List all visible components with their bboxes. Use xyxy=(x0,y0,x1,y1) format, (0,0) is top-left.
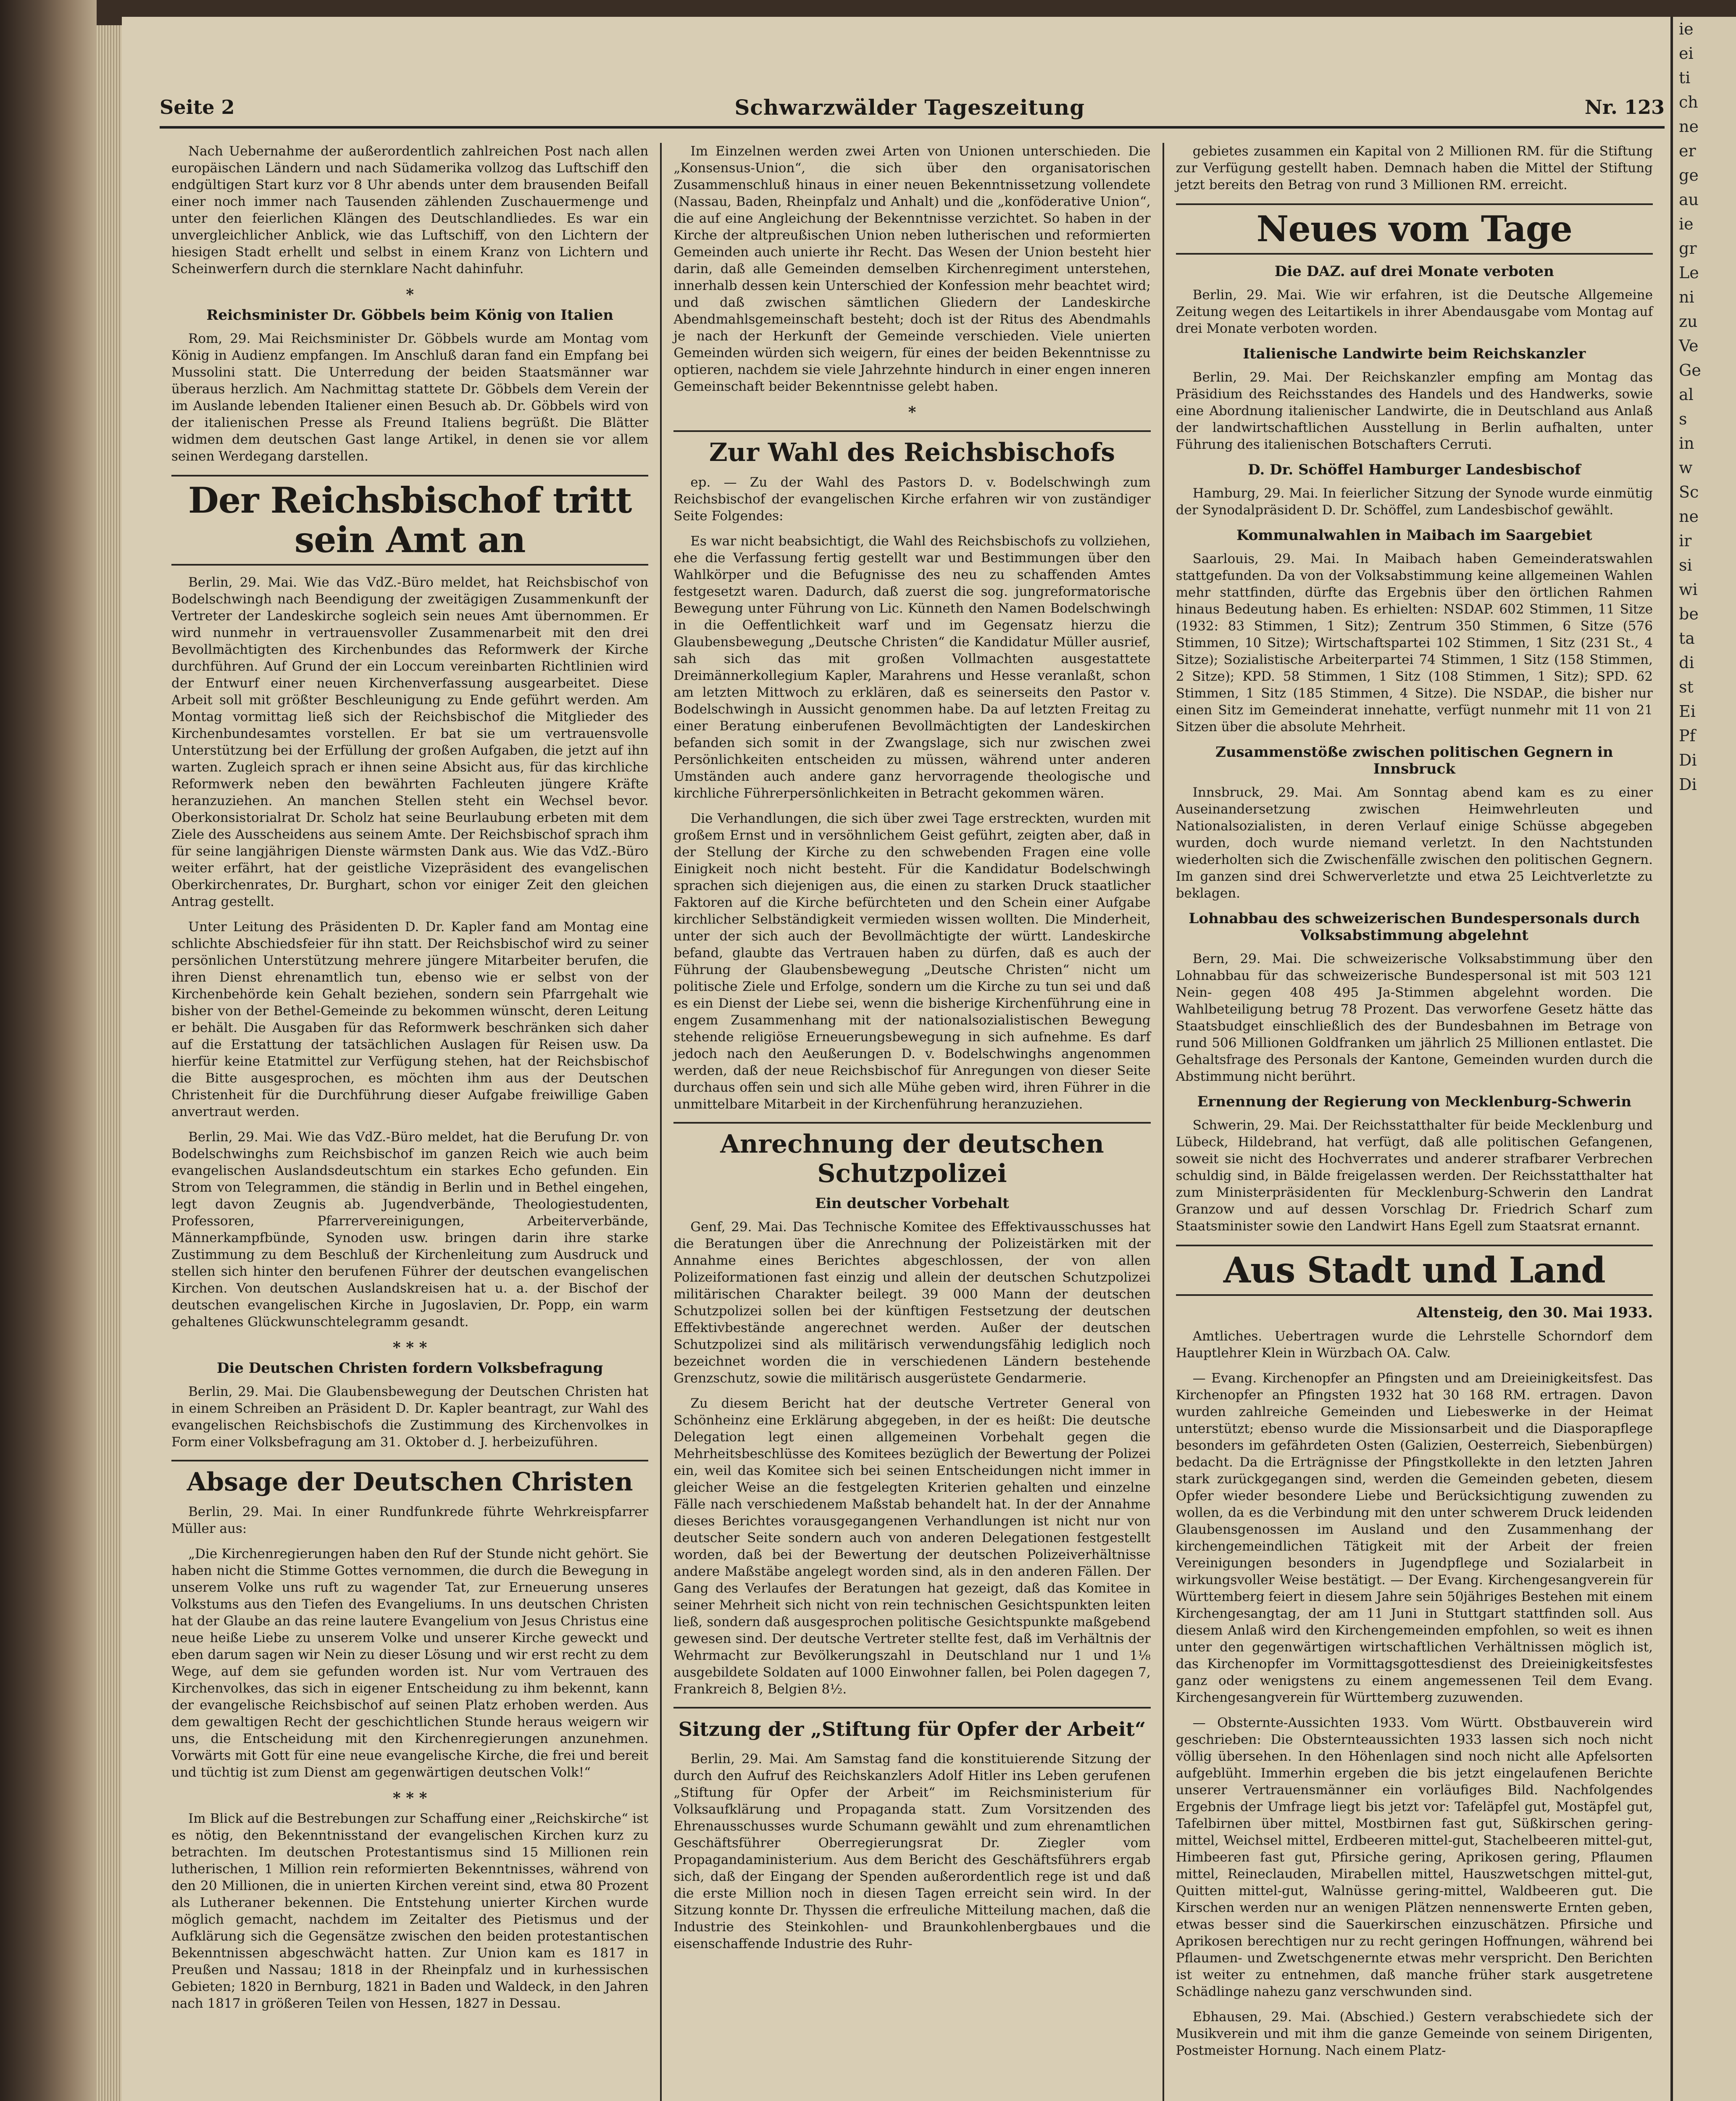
article-headline: Die Deutschen Christen fordern Volksbefragung xyxy=(216,1360,603,1377)
column-1 xyxy=(160,143,660,2101)
article-text: Bern, 29. Mai. Die schweizerische Volksabstimmung über den Lohnabbau für das schweizerische Bundespersonal ist mit 503 121 Nein- gegen 408 495 Ja-Stimmen abgelehnt worden. Die Wahlbeteiligung betrug 78 Prozent. Das verworfene Gesetz hätte das Staatsbudget einschließlich des der Bundesbahnen im Betrage von rund 506 Millionen Goldfranken um jährlich 25 Millionen entlastet. Die Gehaltsfrage des Personals der Kantone, Gemeinden wurden durch die Abstimmung nicht berührt. xyxy=(1176,951,1653,1084)
fragment-text: Ge xyxy=(1679,361,1701,379)
article-headline: Zur Wahl des Reichsbischofs xyxy=(673,430,1150,467)
fragment-text: al xyxy=(1679,385,1694,404)
fragment-text: ei xyxy=(1679,44,1694,63)
fragment-text: er xyxy=(1679,142,1696,160)
fragment-text: di xyxy=(1679,653,1694,672)
fragment-text: ni xyxy=(1679,288,1694,306)
section-headline: Neues vom Tage xyxy=(1176,203,1653,255)
page-stack-edge xyxy=(97,25,122,2101)
article-text: Schwerin, 29. Mai. Der Reichsstatthalter für beide Mecklenburg und Lübeck, Hildebrand, hat verfügt, daß alle politischen Gefangenen, soweit sie nicht des Hochverrates und anderer strafbarer Verbrechen schuldig sind, in Bälde freigelassen werden. Der Reichsstatthalter hat zum Ministerpräsidenten für Mecklenburg-Schwerin den Landrat Granzow und auf dessen Vorschlag Dr. Friedrich Scharf zum Staatsminister sowie den Landwirt Hans Egell zum Staatsrat ernannt. xyxy=(1176,1118,1653,1234)
separator-star: * xyxy=(908,403,916,421)
article-text: Zu diesem Bericht hat der deutsche Vertreter General von Schönheinz eine Erklärung abgegeben, in der es heißt: Die deutsche Delegation legt einen allgemeinen Vorbehalt gegen die Mehrheitsbeschlüsse des Komitees bezüglich der Bewertung der Polizei ein, weil das Komitee sich bei seinen Entscheidungen nicht immer in gleicher Weise an die festgelegten Kriterien gehalten und einzelne Fälle nach verschiedenem Maßstab behandelt hat. In der der Annahme dieses Berichtes vorausgegangenen Verhandlungen ist nicht nur von deutscher Seite sondern auch von anderen Delegationen festgestellt worden, daß bei der Bewertung der deutschen Polizeiverhältnisse andere Maßstäbe angelegt worden sind, als in den anderen Fällen. Der Gang des Verlaufes der Beratungen hat gezeigt, daß das Komitee in seiner Mehrheit sich nicht von rein technischen Gesichtspunkten leiten ließ, sondern daß ausgesprochen politische Gesichtspunkte maßgebend gewesen sind. Der deutsche Vertreter stellte fest, daß im Verhältnis der Wehrmacht zur Bevölkerungszahl in Deutschland nur 1 und 1⅛ ausgebildete Soldaten auf 1000 Einwohner fallen, bei Polen dagegen 7, Frankreich 8, Belgien 8½. xyxy=(673,1396,1151,1697)
article-text: ep. — Zu der Wahl des Pastors D. v. Bodelschwingh zum Reichsbischof der evangelischen Kirche erfahren wir von zuständiger Seite Folgendes: xyxy=(673,475,1151,524)
column-2 xyxy=(660,143,1162,2101)
article-text: Rom, 29. Mai Reichsminister Dr. Göbbels wurde am Montag vom König in Audienz empfangen. Im Anschluß daran fand ein Empfang bei Mussolini statt. Die Unterredung der beiden Staatsmänner war überaus herzlich. Am Nachmittag stattete Dr. Göbbels dem Verein der im Auslande lebenden Italiener einen Besuch ab. Dr. Göbbels wird von der italienischen Presse als Freund Italiens begrüßt. Die Blätter widmen dem deutschen Gast lange Artikel, in denen sie vor allem seinen Werdegang darstellen. xyxy=(171,331,649,464)
fragment-text: ne xyxy=(1679,507,1699,526)
article-text: Berlin, 29. Mai. Wie das VdZ.-Büro meldet, hat Reichsbischof von Bodelschwingh nach Beendigung der zweitägigen Zusammenkunft der Vertreter der Landeskirche sogleich sein neues Amt übernommen. Er wird nunmehr in vertrauensvoller Zusammenarbeit mit den drei Bevollmächtigten des Kirchenbundes das Reformwerk der Kirche durchführen. Auf Grund der ein Loccum vereinbarten Richtlinien wird der Entwurf einer neuen Kirchenverfassung ausgearbeitet. Diese Arbeit soll mit größter Beschleunigung zu Ende geführt werden. Am Montag vormittag ließ sich der Reichsbischof die Mitglieder des Kirchenbundesamtes vorstellen. Er bat sie um vertrauensvolle Unterstützung bei der Erfüllung der großen Aufgaben, die jetzt auf ihn warten. Zugleich sprach er ihnen seine Absicht aus, für das kirchliche Reformwerk neben den bewährten Fachleuten jüngere Kräfte heranzuziehen. An manchen Stellen steht ein Wechsel bevor. Oberkonsistorialrat Dr. Scholz hat seine Beurlaubung erbeten mit dem Ziele des Ausscheidens aus seinem Amte. Der Reichsbischof sprach ihm für seine langjährigen Dienste wärmsten Dank aus. Wie das VdZ.-Büro weiter erfährt, hat der geistliche Vizepräsident des evangelischen Oberkirchenrates, Dr. Burghart, schon vor einiger Zeit den gleichen Antrag gestellt. xyxy=(171,575,649,909)
article-text: Berlin, 29. Mai. In einer Rundfunkrede führte Wehrkreispfarrer Müller aus: xyxy=(171,1504,649,1536)
page-header xyxy=(160,88,1665,129)
fragment-text: ge xyxy=(1679,166,1699,184)
fragment-text: ch xyxy=(1679,93,1698,111)
fragment-text: ta xyxy=(1679,629,1695,648)
fragment-text: in xyxy=(1679,434,1694,453)
fragment-text: st xyxy=(1679,678,1694,696)
fragment-text: ie xyxy=(1679,215,1694,233)
article-text: Berlin, 29. Mai. Wie das VdZ.-Büro meldet, hat die Berufung Dr. von Bodelschwinghs zum Reichsbischof im ganzen Reich wie auch beim evangelischen Auslandsdeutschtum ein starkes Echo gefunden. Ein Strom von Telegrammen, die ständig in Berlin und in Bethel eingehen, legt davon Zeugnis ab. Jugendverbände, Theologiestudenten, Professoren, Pfarrervereinigungen, Arbeiterverbände, Männerkampfbünde, Synoden usw. bringen darin ihre starke Zustimmung zu dem Beschluß der Kirchenleitung zum Ausdruck und stellen sich hinter den berufenen Führer der deutschen evangelischen Kirchen. Von deutschen Auslandskreisen hat u. a. der Bischof der deutschen evangelischen Kirche in Jugoslavien, Dr. Popp, ein warm gehaltenes Glückwunschtelegramm gesandt. xyxy=(171,1129,649,1330)
page-number: Seite 2 xyxy=(160,96,235,118)
article-text: „Die Kirchenregierungen haben den Ruf der Stunde nicht gehört. Sie haben nicht die Stimme Gottes vernommen, die durch die Bewegung in unserem Volke uns ruft zu wagender Tat, zur Erneuerung unseres Volkstums aus den Tiefen des Evangeliums. In uns deutschen Christen hat der Glaube an das reine lautere Evangelium von Jesus Christus eine neue heiße Liebe zu unserem Volke und unserer Kirche geweckt und eben darum sagen wir Nein zu dieser Lösung und wir erst recht zu dem Wege, auf dem sie gefunden worden ist. Nur vom Vertrauen des Kirchenvolkes, das sich in eigener Entscheidung zu ihm bekennt, kann der evangelische Reichsbischof auf seinen Platz erhoben werden. Aus dem gewaltigen Recht der geschichtlichen Stunde heraus weigern wir uns, die Entscheidung mit den Kirchenregierungen anzunehmen. Vorwärts mit Gott für eine neue evangelische Kirche, die frei und bereit und tüchtig ist zum Dienst am gegenwärtigen deutschen Volk!“ xyxy=(171,1546,649,1780)
section-headline: Aus Stadt und Land xyxy=(1176,1245,1653,1296)
article-text: Hamburg, 29. Mai. In feierlicher Sitzung der Synode wurde einmütig der Synodalpräsident D. Dr. Schöffel, zum Landesbischof gewählt. xyxy=(1176,486,1653,518)
article-text: Berlin, 29. Mai. Die Glaubensbewegung der Deutschen Christen hat in einem Schreiben an Präsident D. Dr. Kapler beantragt, zur Wahl des evangelischen Reichsbischofs die Zustimmung des Kirchenvolkes in Form einer Volksbefragung am 31. Oktober d. J. herbeizuführen. xyxy=(171,1384,649,1450)
newspaper-page xyxy=(122,17,1736,2101)
article-text: Unter Leitung des Präsidenten D. Dr. Kapler fand am Montag eine schlichte Abschiedsfeier für ihn statt. Der Reichsbischof wird zu seiner persönlichen Unterstützung mehrere jüngere Mitarbeiter berufen, die ihren Dienst ehrenamtlich tun, ebenso wie er selbst von der Kirchenbehörde kein Gehalt beziehen, sondern sein Pfarrgehalt wie bisher von der Bethel-Gemeinde zu bekommen wünscht, deren Leitung er behält. Die Ausgaben für das Reformwerk beschränken sich daher auf die Erstattung der tatsächlichen Auslagen für Reisen usw. Da hierfür keine Etatmittel zur Verfügung stehen, hat der Reichsbischof die Bitte ausgesprochen, es möchten ihm aus der Deutschen Christenheit für die Durchführung dieser Aufgabe freiwillige Gaben anvertraut werden. xyxy=(171,919,649,1119)
fragment-text: au xyxy=(1679,190,1699,209)
column-3 xyxy=(1163,143,1665,2101)
fragment-text: Di xyxy=(1679,751,1697,769)
fragment-text: Pf xyxy=(1679,727,1696,745)
article-headline: Ernennung der Regierung von Mecklenburg-Schwerin xyxy=(1197,1093,1632,1110)
article-headline: D. Dr. Schöffel Hamburger Landesbischof xyxy=(1248,461,1581,478)
article-text: Die Verhandlungen, die sich über zwei Tage erstreckten, wurden mit großem Ernst und in versöhnlichem Geist geführt, zeigten aber, daß in der Stellung der Kirche zu den schwebenden Fragen eine volle Einigkeit noch nicht besteht. Für die Kandidatur Bodelschwingh sprachen sich diejenigen aus, die einen zu starken Druck staatlicher Faktoren auf die Kirche befürchteten und den Schein einer Aufgabe kirchlicher Selbständigkeit vermieden wissen wollten. Die Minderheit, unter der sich auch der Bevollmächtigte der württ. Landeskirche befand, glaubte das Vertrauen haben zu dürfen, daß es auch der Führung der Glaubensbewegung „Deutsche Christen“ nicht um politische Ziele und Erfolge, sondern um die Kirche zu tun sei und daß es ein Dienst der Liebe sei, wenn die bisherige Kirchenführung eine in engem Zusammenhang mit der nationalsozialistischen Bewegung stehende religiöse Erneuerungsbewegung in sich aufnehme. Es darf jedoch nach den Aeußerungen D. v. Bodelschwinghs angenommen werden, daß der neue Reichsbischof für Anregungen von dieser Seite durchaus offen sein und sich alle Mühe geben wird, ihren Führer in die unmittelbare Mitarbeit in der Kirchenführung heranzuziehen. xyxy=(673,811,1151,1112)
article-headline: Die DAZ. auf drei Monate verboten xyxy=(1274,263,1554,280)
fragment-text: gr xyxy=(1679,239,1697,258)
fragment-text: ie xyxy=(1679,20,1694,38)
separator-stars: * * * xyxy=(392,1789,427,1807)
fragment-text: be xyxy=(1679,605,1699,623)
article-headline: Sitzung der „Stiftung für Opfer der Arbeit“ xyxy=(673,1707,1150,1744)
article-text: Berlin, 29. Mai. Am Samstag fand die konstituierende Sitzung der durch den Aufruf des Reichskanzlers Adolf Hitler ins Leben gerufenen „Stiftung für Opfer der Arbeit“ im Reichsministerium für Volksaufklärung und Propaganda statt. Zum Vorsitzenden des Ehrenausschusses wurde Schumann gewählt und zum ehrenamtlichen Geschäftsführer Oberregierungsrat Dr. Ziegler vom Propagandaministerium. Aus dem Bericht des Geschäftsführers ergab sich, daß der Eingang der Spenden außerordentlich rege ist und daß die erste Million noch in diesen Tagen erreicht sein wird. In der Sitzung konnte Dr. Thyssen die erfreuliche Mitteilung machen, daß die Industrie des Steinkohlen- und Braunkohlenbergbaues und die eisenschaffende Industrie des Ruhr- xyxy=(673,1751,1151,1951)
fragment-text: Sc xyxy=(1679,483,1699,501)
article-text: Berlin, 29. Mai. Wie wir erfahren, ist die Deutsche Allgemeine Zeitung wegen des Leitartikels in ihrer Abendausgabe vom Montag auf drei Monate verboten worden. xyxy=(1176,287,1653,336)
newspaper-title: Schwarzwälder Tageszeitung xyxy=(734,95,1085,120)
article-columns xyxy=(160,143,1665,2101)
fragment-text: w xyxy=(1679,458,1693,477)
article-headline: Italienische Landwirte beim Reichskanzler xyxy=(1243,345,1586,362)
article-text: Im Blick auf die Bestrebungen zur Schaffung einer „Reichskirche“ ist es nötig, den Bekenntnisstand der evangelischen Kirchen kurz zu betrachten. Im deutschen Protestantismus sind 15 Millionen rein lutherischen, 1 Million rein reformierten Bekenntnisses, während von den 20 Millionen, die in unierten Kirchen vereint sind, etwa 80 Prozent als Lutheraner bekennen. Die Entstehung unierter Kirchen wurde möglich gemacht, nachdem im Zeitalter des Pietismus und der Aufklärung sich die Gegensätze zwischen den beiden protestantischen Bekenntnissen abgeschwächt hatten. Zur Union kam es 1817 in Preußen und Nassau; 1818 in der Rheinpfalz und in kurhessischen Gebieten; 1820 in Bernburg, 1821 in Baden und Waldeck, in den Jahren nach 1817 in größeren Teilen von Hessen, 1827 in Dessau. xyxy=(171,1811,649,2011)
fragment-text: zu xyxy=(1679,312,1698,331)
article-text: gebietes zusammen ein Kapital von 2 Millionen RM. für die Stiftung zur Verfügung gestellt haben. Demnach haben die Mittel der Stiftung jetzt bereits den Betrag von rund 3 Millionen RM. erreicht. xyxy=(1176,144,1653,192)
issue-number: Nr. 123 xyxy=(1584,96,1665,118)
article-text: Innsbruck, 29. Mai. Am Sonntag abend kam es zu einer Auseinandersetzung zwischen Heimwehrleuten und Nationalsozialisten, in deren Verlauf einige Schüsse abgegeben wurden, doch wurde niemand verletzt. In den Nachtstunden wiederholten sich die Zwischenfälle zwischen den politischen Gegnern. Im ganzen sind drei Schwerverletzte und etwa 25 Leichtverletzte zu beklagen. xyxy=(1176,785,1653,901)
article-headline: Zusammenstöße zwischen politischen Gegnern in Innsbruck xyxy=(1215,744,1613,777)
article-headline: Lohnabbau des schweizerischen Bundespersonals durch Volksabstimmung abgelehnt xyxy=(1189,910,1640,944)
article-text: — Obsternte-Aussichten 1933. Vom Württ. Obstbauverein wird geschrieben: Die Obsternteaussichten 1933 lassen sich noch nicht völlig übersehen. In den Höhenlagen sind noch nicht alle Apfelsorten aufgeblüht. Immerhin ergeben die bis jetzt eingelaufenen Berichte unserer Vertrauensmänner ein vorläufiges Bild. Nachfolgendes Ergebnis der Umfrage liegt bis jetzt vor: Tafeläpfel gut, Mostäpfel gut, Tafelbirnen über mittel, Mostbirnen fast gut, Süßkirschen gering-mittel, Weichsel mittel, Erdbeeren mittel-gut, Stachelbeeren mittel-gut, Himbeeren fast gut, Pfirsiche gering, Aprikosen gering, Pflaumen mittel, Reineclauden, Mirabellen mittel, Hauszwetschgen mittel-gut, Quitten mittel-gut, Walnüsse gering-mittel, Waldbeeren gut. Die Kirschen werden nur an wenigen Plätzen nennenswerte Ernten geben, etwas besser sind die Sauerkirschen einzuschätzen. Pfirsiche und Aprikosen berechtigen nur zu recht geringen Hoffnungen, während bei Pflaumen- und Zwetschgenernte etwas mehr verspricht. Den Berichten ist weiter zu entnehmen, daß manche früher stark ausgetretene Schädlinge nahezu ganz verschwunden sind. xyxy=(1176,1715,1653,1999)
fragment-text: s xyxy=(1679,410,1687,428)
article-text: Ebhausen, 29. Mai. (Abschied.) Gestern verabschiedete sich der Musikverein und mit ihm die ganze Gemeinde von seinem Dirigenten, Postmeister Hornung. Nach einem Platz- xyxy=(1176,2009,1653,2058)
book-binding xyxy=(0,0,97,2101)
adjacent-page-fragment xyxy=(1670,17,1736,2101)
article-text: Amtliches. Uebertragen wurde die Lehrstelle Schorndorf dem Hauptlehrer Klein in Würzbach OA. Calw. xyxy=(1176,1329,1653,1361)
separator-star: * xyxy=(406,286,414,303)
dateline: Altensteig, den 30. Mai 1933. xyxy=(1416,1304,1653,1321)
fragment-text: Di xyxy=(1679,775,1697,794)
article-subheadline: Ein deutscher Vorbehalt xyxy=(815,1195,1009,1212)
fragment-text: Ei xyxy=(1679,702,1696,721)
separator-stars: * * * xyxy=(392,1339,427,1356)
article-headline: Kommunalwahlen in Maibach im Saargebiet xyxy=(1236,527,1592,544)
article-text: Nach Uebernahme der außerordentlich zahlreichen Post nach allen europäischen Ländern und nach Südamerika vollzog das Luftschiff den endgültigen Start kurz vor 8 Uhr abends unter dem brausenden Beifall einer noch immer nach Tausenden zählenden Zuschauermenge und unter den feierlichen Klängen des Deutschlandliedes. Es war ein unvergleichlicher Anblick, wie das Luftschiff, von den Lichtern der hiesigen Stadt erhellt und selbst in einem Kranz von Lichtern und Scheinwerfern durch die sternklare Nacht dahinfuhr. xyxy=(171,144,649,276)
fragment-text: ti xyxy=(1679,68,1691,87)
fragment-text: Ve xyxy=(1679,337,1699,355)
article-headline: Anrechnung der deutschen Schutzpolizei xyxy=(673,1122,1150,1188)
fragment-text: ne xyxy=(1679,117,1699,136)
article-text: Im Einzelnen werden zwei Arten von Unionen unterschieden. Die „Konsensus-Union“, die sich über den organisatorischen Zusammenschluß hinaus in einer neuen Bekenntnissetzung vollendete (Nassau, Baden, Rheinpfalz und Anhalt) und die „konföderative Union“, die auf eine Angleichung der Bekenntnisse verzichtet. So haben in der Kirche der altpreußischen Union neben lutherischen und reformierten Gemeinden auch unierte ihr Recht. Das Wesen der Union besteht hier darin, daß alle Gemeinden demselben Kirchenregiment unterstehen, innerhalb dessen kein Unterschied der Konfession mehr beachtet wird; und daß zwischen sämtlichen Gliedern der Landeskirche Abendmahlsgemeinschaft besteht; doch ist der Ritus des Abendmahls je nach der Herkunft der Gemeinde verschieden. Viele unierten Gemeinden würden sich weigern, für eines der beiden Bekenntnisse zu optieren, nachdem sie viele Jahrzehnte hindurch in einer engen inneren Gemeinschaft beider Bekenntnisse gelebt haben. xyxy=(673,144,1151,394)
article-headline: Reichsminister Dr. Göbbels beim König von Italien xyxy=(206,307,613,324)
article-text: Genf, 29. Mai. Das Technische Komitee des Effektivausschusses hat die Beratungen über die Anrechnung der Polizeistärken mit der Annahme eines Berichtes abgeschlossen, der von allen Polizeiformationen fast einzig und allein der deutschen Schutzpolizei militärischen Charakter beilegt. 39 000 Mann der deutschen Schutzpolizei sollen bei der künftigen Festsetzung der deutschen Effektivbestände angerechnet werden. Außer der deutschen Schutzpolizei sind als militärisch verwendungsfähig lediglich noch bezeichnet worden die in verschiedenen Ländern bestehende Grenzschutz, sowie die militärisch ausgerüstete Gendarmerie. xyxy=(673,1219,1151,1386)
fragment-text: si xyxy=(1679,556,1692,574)
fragment-text: wi xyxy=(1679,580,1698,599)
fragment-text: ir xyxy=(1679,532,1692,550)
article-headline: Absage der Deutschen Christen xyxy=(171,1460,648,1497)
fragment-text: Le xyxy=(1679,263,1699,282)
article-headline: Der Reichsbischof tritt sein Amt an xyxy=(171,475,648,566)
article-text: Saarlouis, 29. Mai. In Maibach haben Gemeinderatswahlen stattgefunden. Da von der Volksabstimmung keine allgemeinen Wahlen mehr stattfinden, dürfte das Ergebnis über den örtlichen Rahmen hinaus Bedeutung haben. Es erhielten: NSDAP. 602 Stimmen, 11 Sitze (1932: 83 Stimmen, 1 Sitz); Zentrum 350 Stimmen, 6 Sitze (576 Stimmen, 10 Sitze); Wirtschaftspartei 102 Stimmen, 1 Sitz (231 St., 4 Sitze); Sozialistische Arbeiterpartei 74 Stimmen, 1 Sitz (158 Stimmen, 2 Sitze); KPD. 58 Stimmen, 1 Sitz (108 Stimmen, 1 Sitz); SPD. 62 Stimmen, 1 Sitz (185 Stimmen, 4 Sitze). Die NSDAP., die bisher nur einen Sitz im Gemeinderat innehatte, verfügt nunmehr mit 11 von 21 Sitzen über die absolute Mehrheit. xyxy=(1176,551,1653,735)
article-text: — Evang. Kirchenopfer an Pfingsten und am Dreieinigkeitsfest. Das Kirchenopfer an Pfingsten 1932 hat 30 168 RM. ertragen. Davon wurden zahlreiche Gemeinden und Liebeswerke in der Heimat unterstützt; ebenso wurde die Missionsarbeit und die Diasporapflege besonders im gefährdeten Osten (Galizien, Oesterreich, Siebenbürgen) bedacht. Da die Erträgnisse der Pfingstkollekte in den letzten Jahren stark zurückgegangen sind, werden die Gemeinden gebeten, diesem Opfer wieder besondere Liebe und Berücksichtigung zuwenden zu wollen, da es die Verbindung mit den unter schwerem Druck leidenden Glaubensgenossen im Ausland und den Zusammenhang der kirchengemeindlichen Tätigkeit mit der Arbeit der freien Vereinigungen besonders in Jugendpflege und Sozialarbeit in wirkungsvoller Weise bestätigt. — Der Evang. Kirchengesangverein für Württemberg feiert in diesem Jahre sein 50jähriges Bestehen mit einem Kirchengesangtag, der am 11 Juni in Stuttgart stattfinden soll. Aus diesem Anlaß wird den Kirchengemeinden empfohlen, so weit es ihnen unter den gegenwärtigen wirtschaftlichen Verhältnissen möglich ist, das Kirchenopfer im Vormittagsgottesdienst des Dreieinigkeitsfestes ganz oder wenigstens zu einem angemessenen Teil dem Evang. Kirchengesangverein für Württemberg zuzuwenden. xyxy=(1176,1371,1653,1705)
article-text: Berlin, 29. Mai. Der Reichskanzler empfing am Montag das Präsidium des Reichsstandes des Handels und des Handwerks, sowie eine Abordnung italienischer Landwirte, die in Deutschland aus Anlaß der landwirtschaftlichen Ausstellung in Berlin aufhalten, unter Führung des italienischen Botschafters Cerruti. xyxy=(1176,370,1653,452)
article-text: Es war nicht beabsichtigt, die Wahl des Reichsbischofs zu vollziehen, ehe die Verfassung fertig gestellt war und Bestimmungen über den Wahlkörper und die Befugnisse des neu zu schaffenden Amtes festgesetzt waren. Dadurch, daß zuerst die sog. jungreformatorische Bewegung unter Führung von Lic. Künneth den Namen Bodelschwingh in die Oeffentlichkeit warf und im Gegensatz hierzu die Glaubensbewegung „Deutsche Christen“ die Kandidatur Müller ausrief, sah sich das mit großen Vollmachten ausgestattete Dreimännerkollegium Kapler, Marahrens und Hesse veranlaßt, schon am letzten Mittwoch zu erklären, daß es seinerseits den Pastor v. Bodelschwingh in Aussicht genommen habe. Da auf letzten Freitag zu einer Beratung einberufenen Bevollmächtigten der Landeskirchen befanden sich somit in der Zwangslage, sich nur zwischen zwei Persönlichkeiten entscheiden zu müssen, während unter anderen Umständen auch andere ganz hervorragende theologische und kirchliche Führerpersönlichkeiten in Betracht gekommen wären. xyxy=(673,534,1151,801)
